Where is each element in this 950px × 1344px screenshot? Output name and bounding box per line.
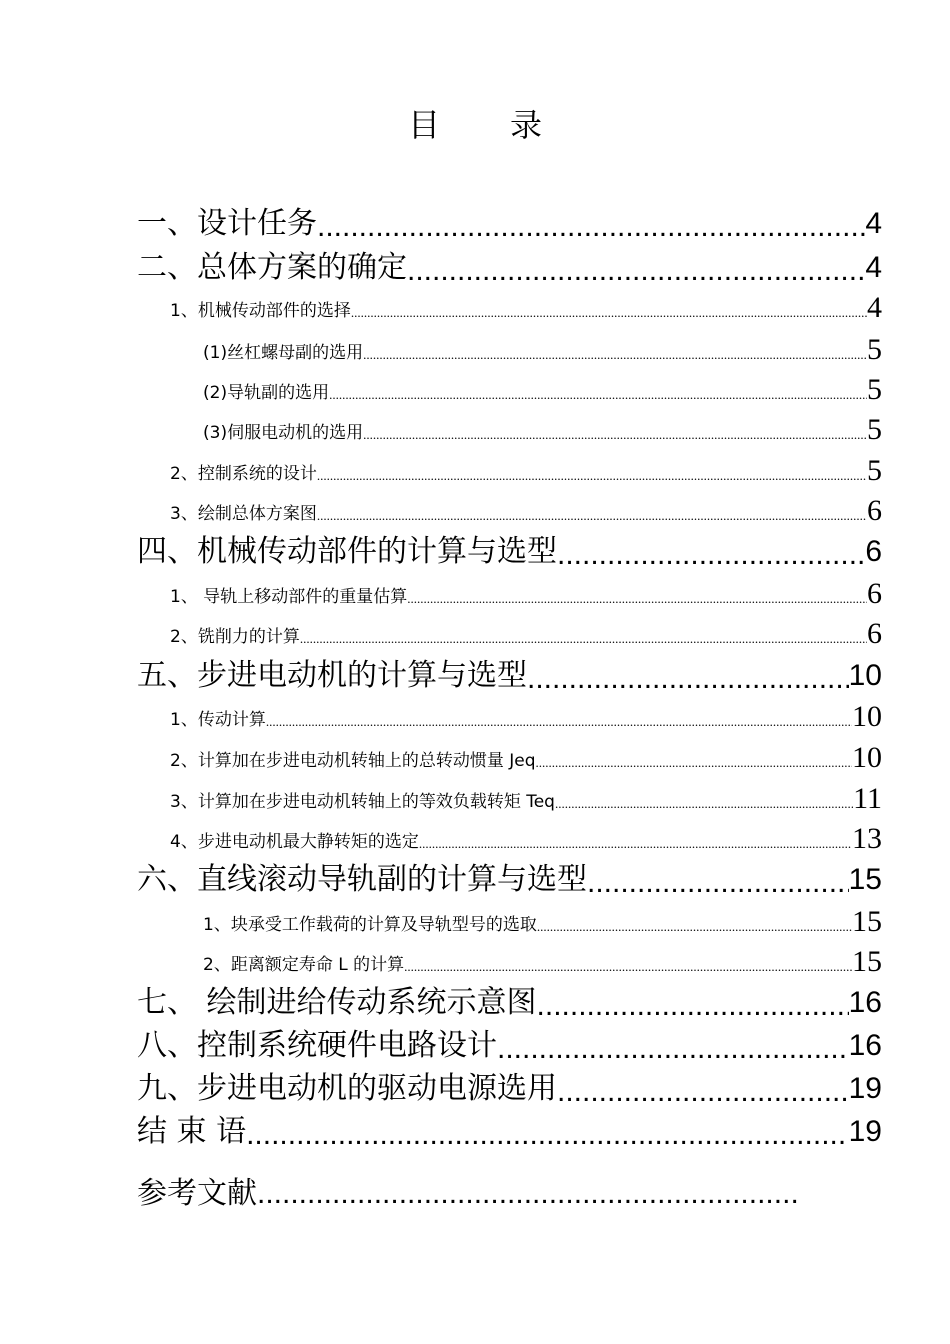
- leader-dots: [300, 624, 867, 650]
- toc-entry-page: 10: [852, 741, 882, 774]
- toc-entry-conclusion[interactable]: [137, 1112, 882, 1152]
- leader-dots: [535, 748, 852, 774]
- toc-entry-label: 一、设计任务: [137, 206, 317, 241]
- leader-dots: [587, 860, 849, 900]
- leader-dots: [557, 532, 865, 572]
- toc-title: [0, 100, 950, 146]
- toc-entry-page: 6: [867, 577, 882, 610]
- leader-dots: [246, 1112, 849, 1152]
- leader-dots: [407, 584, 867, 610]
- toc-entry-label: 六、直线滚动导轨副的计算与选型: [137, 862, 587, 897]
- toc-entry-page: 10: [848, 659, 882, 692]
- toc-entry-label: (2)导轨副的选用: [203, 383, 330, 403]
- toc-entry-guide-rail[interactable]: [203, 374, 882, 406]
- toc-entry-page: 4: [865, 251, 882, 284]
- toc-entry-label: 2、距离额定寿命 L 的计算: [203, 955, 405, 975]
- toc-entry-page: 15: [852, 945, 882, 978]
- toc-entry-design-task[interactable]: [137, 204, 882, 244]
- toc-entry-inertia-jeq[interactable]: [170, 742, 882, 774]
- toc-entry-label: 2、计算加在步进电动机转轴上的总转动惯量 Jeq: [170, 751, 536, 771]
- leader-dots: [329, 380, 867, 406]
- toc-entry-label: (3)伺服电动机的选用: [203, 423, 364, 443]
- toc-entry-label: 九、步进电动机的驱动电源选用: [137, 1071, 557, 1106]
- leader-dots: [317, 461, 867, 487]
- toc-entry-page: 15: [852, 905, 882, 938]
- leader-dots: [557, 1069, 849, 1109]
- toc-entry-page: 11: [853, 782, 882, 815]
- toc-entry-page: 5: [867, 413, 882, 446]
- toc-entry-label: 2、控制系统的设计: [170, 464, 317, 484]
- toc-entry-mechanical-parts[interactable]: [170, 292, 882, 324]
- toc-entry-transmission-calc[interactable]: [170, 701, 882, 733]
- toc-entry-label: 3、计算加在步进电动机转轴上的等效负载转矩 Teq: [170, 792, 555, 812]
- toc-entry-page: 19: [848, 1072, 882, 1105]
- leader-dots: [497, 1026, 849, 1066]
- leader-dots: [537, 983, 849, 1023]
- toc-entry-block-load[interactable]: [203, 906, 882, 938]
- toc-entry-driver-power[interactable]: [137, 1069, 882, 1109]
- toc-entry-rated-life[interactable]: [203, 946, 882, 978]
- toc-entry-stepper-calc[interactable]: [137, 656, 882, 696]
- toc-entry-page: 5: [867, 454, 882, 487]
- leader-dots: [351, 298, 867, 324]
- toc-entry-weight-estimate[interactable]: [170, 578, 882, 610]
- toc-entry-label: 五、步进电动机的计算与选型: [137, 658, 527, 693]
- toc-entry-label: 1、 导轨上移动部件的重量估算: [170, 587, 408, 607]
- toc-entry-label: 3、绘制总体方案图: [170, 504, 317, 524]
- toc-entry-max-static-torque[interactable]: [170, 823, 882, 855]
- leader-dots: [407, 248, 865, 288]
- leader-dots: [419, 829, 852, 855]
- leader-dots: .................................................................: [257, 1177, 799, 1210]
- toc-entry-page: 16: [848, 986, 882, 1019]
- toc-title-left: 目: [407, 106, 440, 144]
- toc-entry-label: 2、铣削力的计算: [170, 627, 300, 647]
- toc-entry-control-system[interactable]: [170, 455, 882, 487]
- toc-entry-page: 10: [852, 700, 882, 733]
- toc-entry-page: 6: [867, 617, 882, 650]
- toc-entry-label: (1)丝杠螺母副的选用: [203, 343, 364, 363]
- toc-entry-torque-teq[interactable]: [170, 783, 882, 815]
- toc-entry-label: 1、机械传动部件的选择: [170, 301, 351, 321]
- toc-entry-references[interactable]: [137, 1174, 799, 1214]
- toc-entry-page: 6: [867, 494, 882, 527]
- toc-entry-page: 16: [848, 1029, 882, 1062]
- toc-entry-feed-drive-diagram[interactable]: [137, 983, 882, 1023]
- toc-entry-label: 二、总体方案的确定: [137, 250, 407, 285]
- toc-entry-label: 结 束 语: [137, 1114, 247, 1149]
- toc-entry-label: 1、块承受工作载荷的计算及导轨型号的选取: [203, 915, 537, 935]
- leader-dots: [363, 420, 867, 446]
- leader-dots: [404, 952, 852, 978]
- toc-entry-hardware-circuit[interactable]: [137, 1026, 882, 1066]
- toc-entry-mechanical-calc[interactable]: [137, 532, 882, 572]
- leader-dots: [317, 501, 867, 527]
- toc-entry-page: 4: [865, 207, 882, 240]
- toc-entry-servo-motor[interactable]: [203, 414, 882, 446]
- toc-entry-label: 七、 绘制进给传动系统示意图: [137, 985, 537, 1020]
- leader-dots: [537, 912, 852, 938]
- toc-entry-page: 19: [848, 1115, 882, 1148]
- toc-entry-ball-screw[interactable]: [203, 334, 882, 366]
- toc-entry-page: 15: [848, 863, 882, 896]
- toc-entry-label: 参考文献: [137, 1176, 257, 1211]
- leader-dots: [363, 340, 867, 366]
- toc-entry-label: 八、控制系统硬件电路设计: [137, 1028, 497, 1063]
- toc-entry-overall-plan[interactable]: [137, 248, 882, 288]
- toc-title-right: 录: [510, 106, 543, 144]
- toc-entry-plan-drawing[interactable]: [170, 495, 882, 527]
- leader-dots: [317, 204, 865, 244]
- toc-entry-page: 5: [867, 333, 882, 366]
- toc-entry-label: 4、步进电动机最大静转矩的选定: [170, 832, 419, 852]
- toc-entry-label: 四、机械传动部件的计算与选型: [137, 534, 557, 569]
- toc-entry-page: 13: [852, 822, 882, 855]
- toc-entry-linear-guide[interactable]: [137, 860, 882, 900]
- leader-dots: [527, 656, 849, 696]
- leader-dots: [266, 707, 852, 733]
- toc-entry-milling-force[interactable]: [170, 618, 882, 650]
- toc-entry-page: 4: [867, 291, 882, 324]
- toc-entry-page: 6: [865, 535, 882, 568]
- toc-entry-label: 1、传动计算: [170, 710, 266, 730]
- toc-entry-page: 5: [867, 373, 882, 406]
- leader-dots: [555, 789, 853, 815]
